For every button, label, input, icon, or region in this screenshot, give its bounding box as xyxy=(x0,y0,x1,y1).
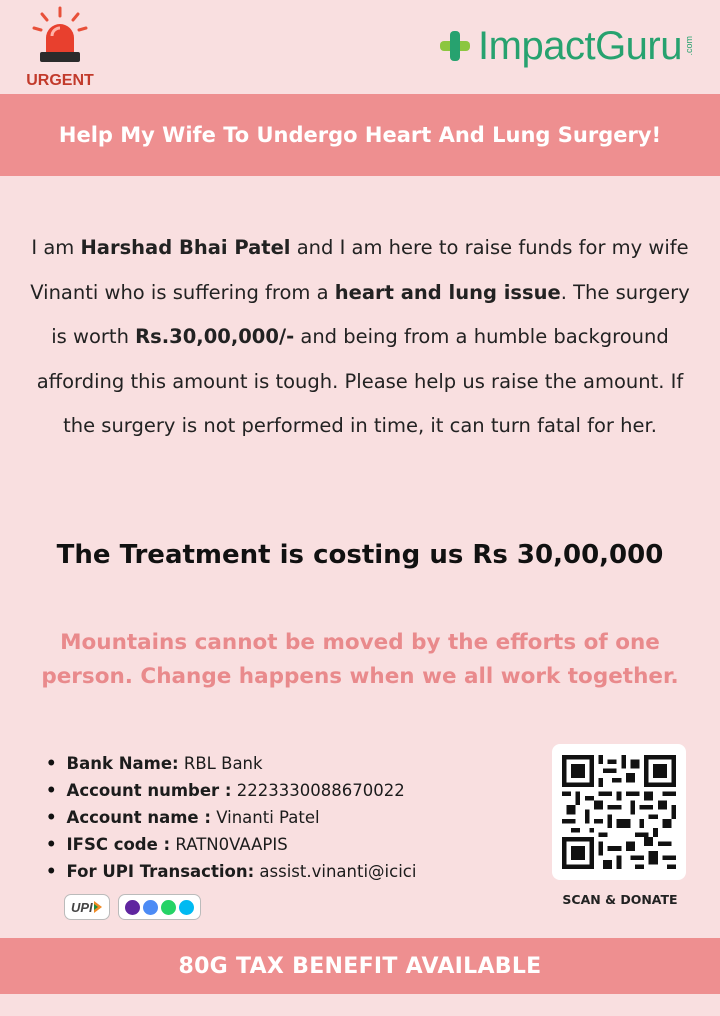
account-number-value: 2223330088670022 xyxy=(231,781,405,800)
urgent-badge xyxy=(20,6,100,90)
ifsc-label: IFSC code : xyxy=(66,835,171,854)
urgent-label: URGENT xyxy=(26,72,94,89)
story-text-2: and I am here to raise funds for my wife Vinanti who is suffering from a xyxy=(30,236,689,304)
page-title: Help My Wife To Undergo Heart And Lung Surgery! xyxy=(58,123,662,147)
bank-name-value: RBL Bank xyxy=(178,754,263,773)
requester-name: Harshad Bhai Patel xyxy=(80,236,291,259)
motivational-quote: Mountains cannot be moved by the efforts of one person. Change happens when we all work together. xyxy=(41,630,679,689)
ifsc-value: RATN0VAAPIS xyxy=(170,835,288,854)
upi-logo xyxy=(64,894,110,920)
upi-label: For UPI Transaction: xyxy=(66,862,255,881)
surgery-amount: Rs.30,00,000/- xyxy=(135,325,295,348)
bank-name-row xyxy=(46,750,416,777)
story-paragraph xyxy=(28,226,692,449)
impactguru-logo xyxy=(438,18,694,74)
paytm-icon xyxy=(179,900,194,915)
account-number-label: Account number : xyxy=(66,781,232,800)
treatment-cost: The Treatment is costing us Rs 30,00,000 xyxy=(56,540,664,570)
account-name-value: Vinanti Patel xyxy=(210,808,320,827)
tax-benefit-text: 80G TAX BENEFIT AVAILABLE xyxy=(178,953,542,979)
qr-code-icon xyxy=(562,754,676,870)
payment-apps xyxy=(118,894,201,920)
story-text-3: . The surgery is worth xyxy=(51,280,690,348)
qr-code[interactable] xyxy=(552,744,686,880)
scan-donate-label: SCAN & DONATE xyxy=(562,892,678,907)
ifsc-row xyxy=(46,831,416,858)
story-text-4: and being from a humble background affording this amount is tough. Please help us raise the amount. If the surgery is not performed in time, it can turn fatal for her. xyxy=(36,325,684,437)
siren-icon xyxy=(30,6,90,68)
upi-logo-text: UPI xyxy=(71,899,93,915)
tax-benefit-banner xyxy=(0,938,720,994)
upi-arrow-icon xyxy=(93,901,103,913)
brand-suffix: .com xyxy=(684,36,694,56)
account-number-row xyxy=(46,777,416,804)
brand-name: ImpactGuru xyxy=(478,23,682,68)
bank-name-label: Bank Name: xyxy=(66,754,179,773)
gpay-icon xyxy=(143,900,158,915)
phonepe-icon xyxy=(125,900,140,915)
story-text-1: I am xyxy=(31,236,81,259)
whatsapp-icon xyxy=(161,900,176,915)
upi-id-value: assist.vinanti@icici xyxy=(254,862,417,881)
payment-logos xyxy=(64,894,201,920)
plus-icon xyxy=(438,29,472,63)
account-name-row xyxy=(46,804,416,831)
upi-row xyxy=(46,858,416,885)
bank-details xyxy=(46,750,416,885)
title-banner xyxy=(0,94,720,176)
medical-condition: heart and lung issue xyxy=(334,280,561,304)
account-name-label: Account name : xyxy=(66,808,211,827)
